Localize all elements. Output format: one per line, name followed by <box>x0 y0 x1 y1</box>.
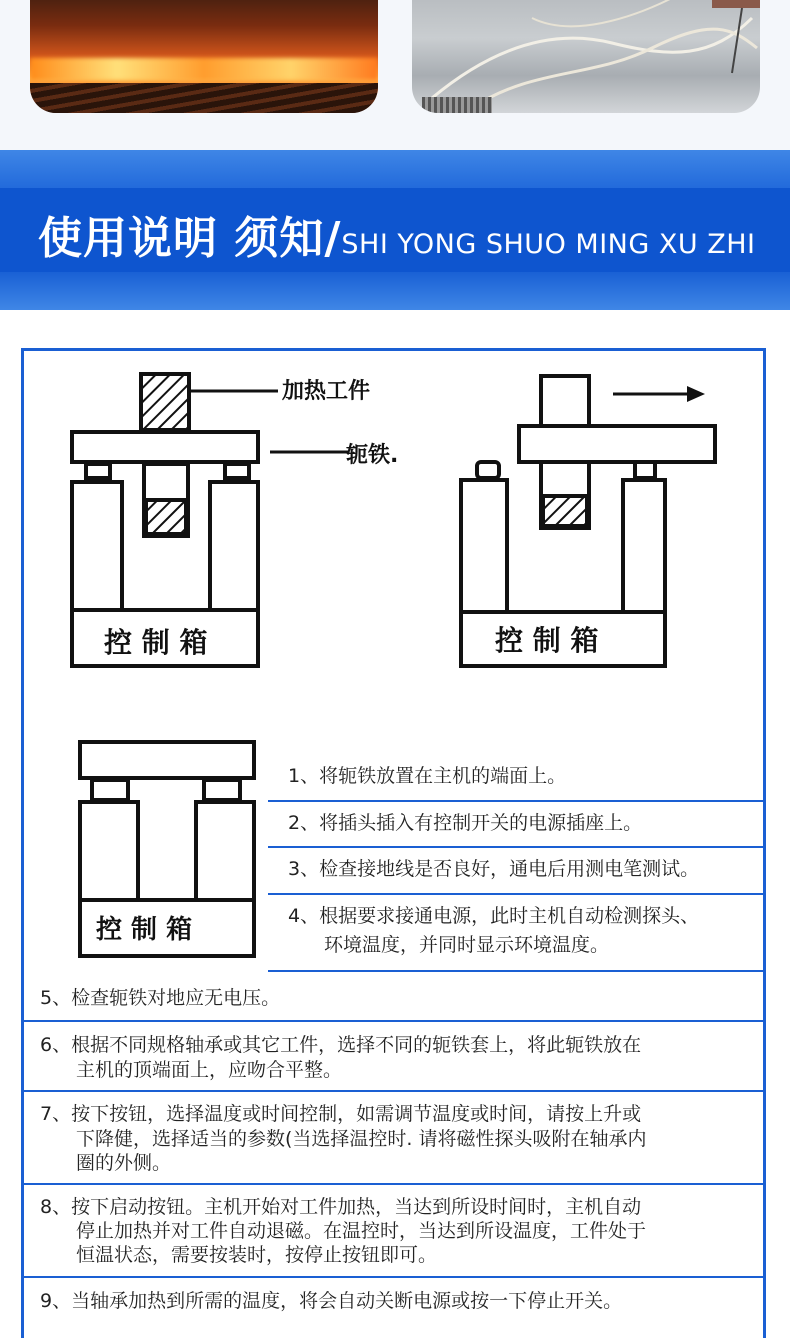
diagram-lifting-yoke <box>455 370 725 670</box>
label-control-box-2: 控 制 箱 <box>495 624 599 657</box>
section-title <box>38 202 755 266</box>
divider <box>268 846 763 848</box>
label-control-box-1: 控 制 箱 <box>104 626 208 659</box>
diagram-idle <box>72 738 272 963</box>
divider <box>268 800 763 802</box>
step-6-line2: 主机的顶端面上，应吻合平整。 <box>76 1059 343 1081</box>
label-control-box-3: 控 制 箱 <box>96 915 193 945</box>
title-separator: / <box>324 213 342 264</box>
step-4-line2: 环境温度，并同时显示环境温度。 <box>324 934 610 956</box>
title-cn: 使用说明 须知 <box>38 213 325 264</box>
step-8-line3: 恒温状态，需要按装时，按停止按钮即可。 <box>76 1244 438 1266</box>
step-7-line3: 圈的外侧。 <box>76 1152 172 1174</box>
step-8-line2: 停止加热并对工件自动退磁。在温控时，当达到所设温度，工件处于 <box>76 1220 647 1242</box>
step-7-line1: 7、按下按钮，选择温度或时间控制，如需调节温度或时间，请按上升或 <box>40 1103 642 1125</box>
divider <box>24 1276 763 1278</box>
step-5: 5、检查轭铁对地应无电压。 <box>40 987 281 1009</box>
divider <box>268 893 763 895</box>
divider <box>24 1020 763 1022</box>
step-4-line1: 4、根据要求接通电源，此时主机自动检测探头、 <box>288 905 700 927</box>
section-banner <box>0 150 790 310</box>
step-2: 2、将插头插入有控制开关的电源插座上。 <box>288 812 643 834</box>
divider <box>24 1090 763 1092</box>
step-3: 3、检查接地线是否良好，通电后用测电笔测试。 <box>288 858 700 880</box>
divider <box>268 970 763 972</box>
floor-cable-photo <box>412 0 760 113</box>
top-photo-area <box>0 0 790 150</box>
label-yoke: 轭铁. <box>346 443 399 468</box>
step-7-line2: 下降健，选择适当的参数(当选择温控时. 请将磁性探头吸附在轴承内 <box>76 1128 647 1150</box>
step-8-line1: 8、按下启动按钮。主机开始对工件加热，当达到所设时间时，主机自动 <box>40 1196 642 1218</box>
label-workpiece: 加热工件 <box>282 379 371 404</box>
title-en: SHI YONG SHUO MING XU ZHI <box>341 229 756 260</box>
divider <box>24 1183 763 1185</box>
step-9: 9、当轴承加热到所需的温度，将会自动关断电源或按一下停止开关。 <box>40 1290 623 1312</box>
step-1: 1、将轭铁放置在主机的端面上。 <box>288 765 567 787</box>
step-6-line1: 6、根据不同规格轴承或其它工件，选择不同的轭铁套上，将此轭铁放在 <box>40 1034 642 1056</box>
furnace-photo <box>30 0 378 113</box>
diagram-heating-setup <box>60 370 480 670</box>
